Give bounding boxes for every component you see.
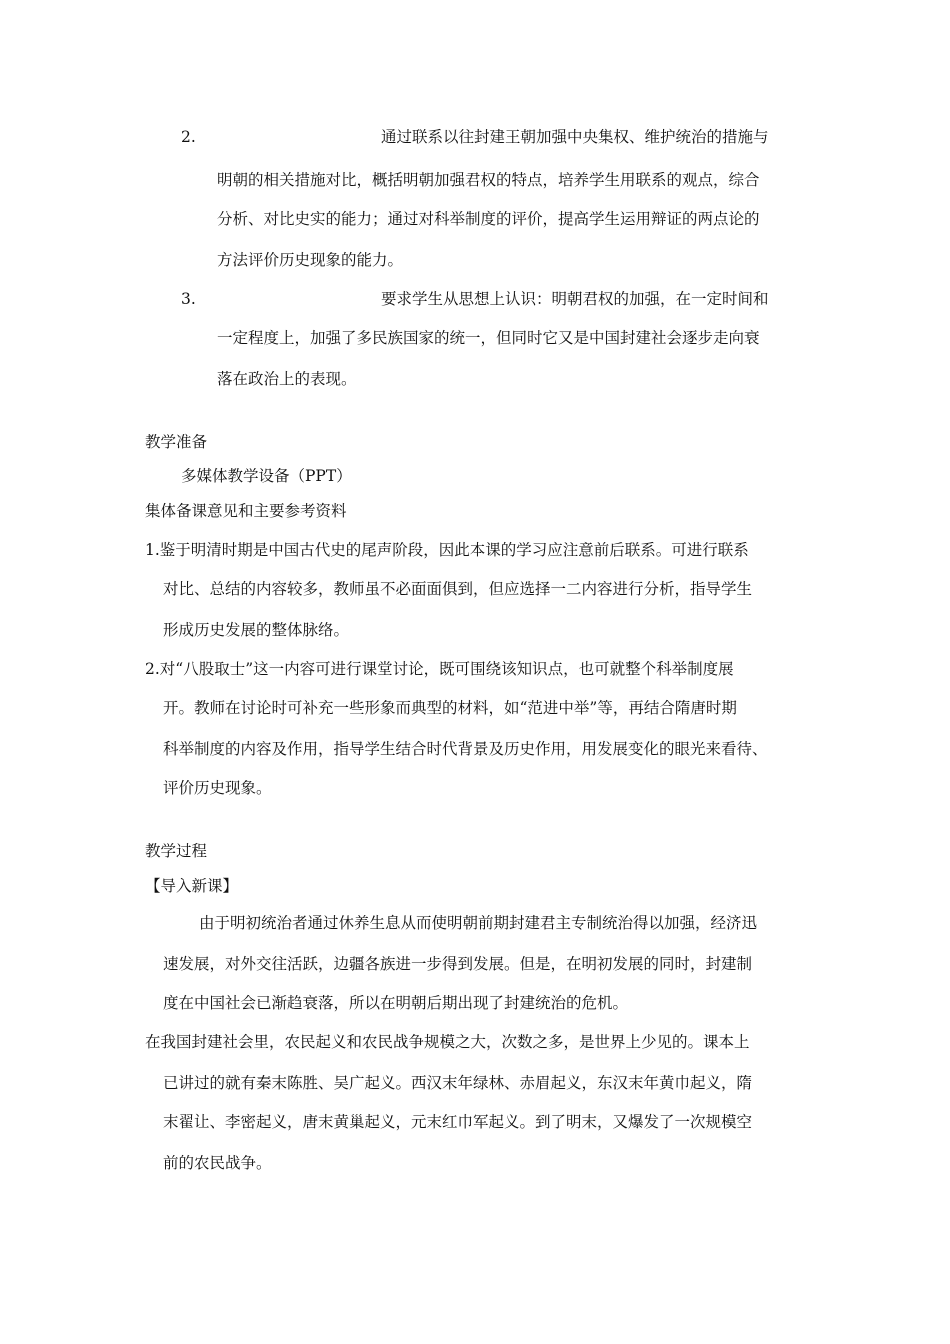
objective-text-line: 通过联系以往封建王朝加强中央集权、维护统治的措施与 [381, 128, 769, 146]
objective-number: 3. [181, 290, 196, 308]
objective-text-line: 一定程度上，加强了多民族国家的统一，但同时它又是中国封建社会逐步走向衰 [217, 329, 760, 347]
objective-number: 2. [181, 128, 196, 146]
collective-item-line: 1.鉴于明清时期是中国古代史的尾声阶段，因此本课的学习应注意前后联系。可进行联系 [145, 541, 749, 559]
objective-text-line: 落在政治上的表现。 [217, 370, 357, 388]
prep-heading: 教学准备 [145, 433, 208, 451]
process-paragraph-line: 已讲过的就有秦末陈胜、吴广起义。西汉末年绿林、赤眉起义，东汉末年黄巾起义，隋 [163, 1074, 753, 1092]
objective-text-line: 分析、对比史实的能力；通过对科举制度的评价，提高学生运用辩证的两点论的 [217, 210, 760, 228]
collective-item-line: 开。教师在讨论时可补充一些形象而典型的材料，如“范进中举”等，再结合隋唐时期 [163, 699, 737, 717]
process-paragraph-line: 在我国封建社会里，农民起义和农民战争规模之大，次数之多，是世界上少见的。课本上 [145, 1033, 750, 1051]
collective-item-line: 评价历史现象。 [163, 779, 272, 797]
collective-item-line: 科举制度的内容及作用，指导学生结合时代背景及历史作用，用发展变化的眼光来看待、 [163, 740, 768, 758]
process-paragraph-line: 度在中国社会已渐趋衰落，所以在明朝后期出现了封建统治的危机。 [163, 994, 629, 1012]
collective-item-line: 对比、总结的内容较多，教师虽不必面面俱到，但应选择一二内容进行分析，指导学生 [163, 580, 753, 598]
process-paragraph-line: 速发展，对外交往活跃，边疆各族进一步得到发展。但是，在明初发展的同时，封建制 [163, 955, 753, 973]
process-heading: 教学过程 [145, 842, 208, 860]
collective-item-line: 2.对“八股取士”这一内容可进行课堂讨论，既可围绕该知识点，也可就整个科举制度展 [145, 660, 734, 678]
process-paragraph-line: 由于明初统治者通过休养生息从而使明朝前期封建君主专制统治得以加强，经济迅 [199, 914, 758, 932]
prep-item: 多媒体教学设备（PPT） [181, 467, 352, 485]
objective-text-line: 明朝的相关措施对比，概括明朝加强君权的特点，培养学生用联系的观点，综合 [217, 171, 760, 189]
process-paragraph-line: 末翟让、李密起义，唐末黄巢起义，元末红巾军起义。到了明末，又爆发了一次规模空 [163, 1113, 753, 1131]
objective-text-line: 要求学生从思想上认识：明朝君权的加强，在一定时间和 [381, 290, 769, 308]
process-subheading: 【导入新课】 [145, 877, 239, 895]
collective-heading: 集体备课意见和主要参考资料 [145, 502, 347, 520]
objective-text-line: 方法评价历史现象的能力。 [217, 251, 404, 269]
collective-item-line: 形成历史发展的整体脉络。 [163, 621, 350, 639]
process-paragraph-line: 前的农民战争。 [163, 1154, 272, 1172]
